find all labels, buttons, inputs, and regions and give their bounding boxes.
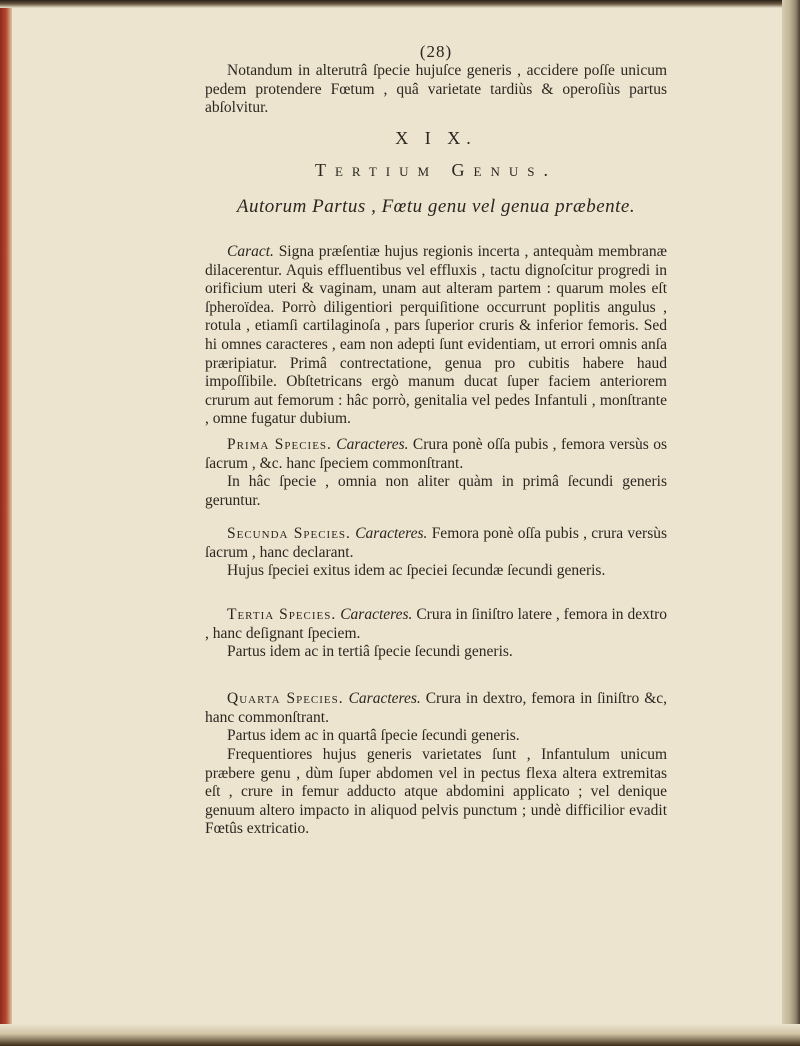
species-3 [205,606,667,662]
species-4 [205,690,667,746]
species-1-label: Caracteres. [336,436,409,453]
page-left-edge [0,0,12,1046]
closing-paragraph: Frequentiores hujus generis varietates ſunt , Infantulum unicum præbere genu , dùm ſuper abdomen vel in pectus flexa altera extremitas eſt , crure in femur adducto atque abdomini applicato ; vel denique genuum altero impacto in aliquod pelvis punctum ; undè difficilior evadit Fœtûs extricatio. [205,746,667,838]
species-2-text: Femora ponè oſſa pubis , crura versùs ſacrum , hanc declarant. [205,525,668,561]
genus-title: Tertium Genus. [315,160,557,180]
species-3-label: Caracteres. [340,606,413,623]
species-1-note: In hâc ſpecie , omnia non aliter quàm in primâ ſecundi generis geruntur. [205,473,667,509]
section-number: X I X. [395,128,477,148]
species-2-note: Hujus ſpeciei exitus idem ac ſpeciei ſecundæ ſecundi generis. [227,562,606,580]
page-number: (28) [419,42,453,61]
genus-subtitle: Autorum Partus , Fœtu genu vel genua præbente. [236,196,636,217]
species-4-name: Quarta Species. [227,690,344,707]
species-2-label: Caracteres. [355,525,428,542]
caract-text: Signa præſentiæ hujus regionis incerta , antequàm membranæ dilacerentur. Aquis effluentibus vel effluxis , tactu dignoſcitur progredi in orificium uteri & vaginam, unam aut alteram partem : quarum moles eſt ſpheroïdea. Porrò diligentiori perquiſitione occurrunt poplitis angulus , rotula , etiamſi cartilaginoſa , pars ſuperior cruris & inferior femoris. Sed hi omnes caracteres , eam non adepti ſunt evidentiam, ut errori omnis anſa præripiatur. Primâ contrectatione, genua pro cubitis habere haud impoſſibile. Obſtetricans ergò manum ducat ſuper faciem anteriorem crurum aut femorum : hâc porrò, genitalia vel pedes Infantuli , monſtrante , omne fugatur dubium. [205,243,667,428]
caract-paragraph [205,243,667,429]
page-top-edge [0,0,800,8]
species-2-name: Secunda Species. [227,525,351,542]
species-3-note: Partus idem ac in tertiâ ſpecie ſecundi generis. [227,643,513,661]
species-2 [205,525,667,581]
species-3-text: Crura in ſiniſtro latere , femora in dextro , hanc deſignant ſpeciem. [205,606,668,642]
page-right-edge [782,0,800,1046]
species-1-text: Crura ponè oſſa pubis , femora versùs os ſacrum , &c. hanc ſpeciem commonſtrant. [205,436,668,472]
species-4-label: Caracteres. [348,690,421,707]
caract-label: Caract. [227,243,274,260]
intro-paragraph: Notandum in alterutrâ ſpecie hujuſce generis , accidere poſſe unicum pedem protendere Fœtum , quâ varietate tardiùs & operoſiùs partus abſolvitur. [205,62,667,117]
species-4-text: Crura in dextro, femora in ſiniſtro &c, hanc commonſtrant. [205,690,668,726]
species-3-name: Tertia Species. [227,606,337,623]
species-1 [205,436,667,510]
species-4-note: Partus idem ac in quartâ ſpecie ſecundi generis. [227,727,520,745]
page-bottom-edge [0,1024,800,1046]
species-1-name: Prima Species. [227,436,332,453]
